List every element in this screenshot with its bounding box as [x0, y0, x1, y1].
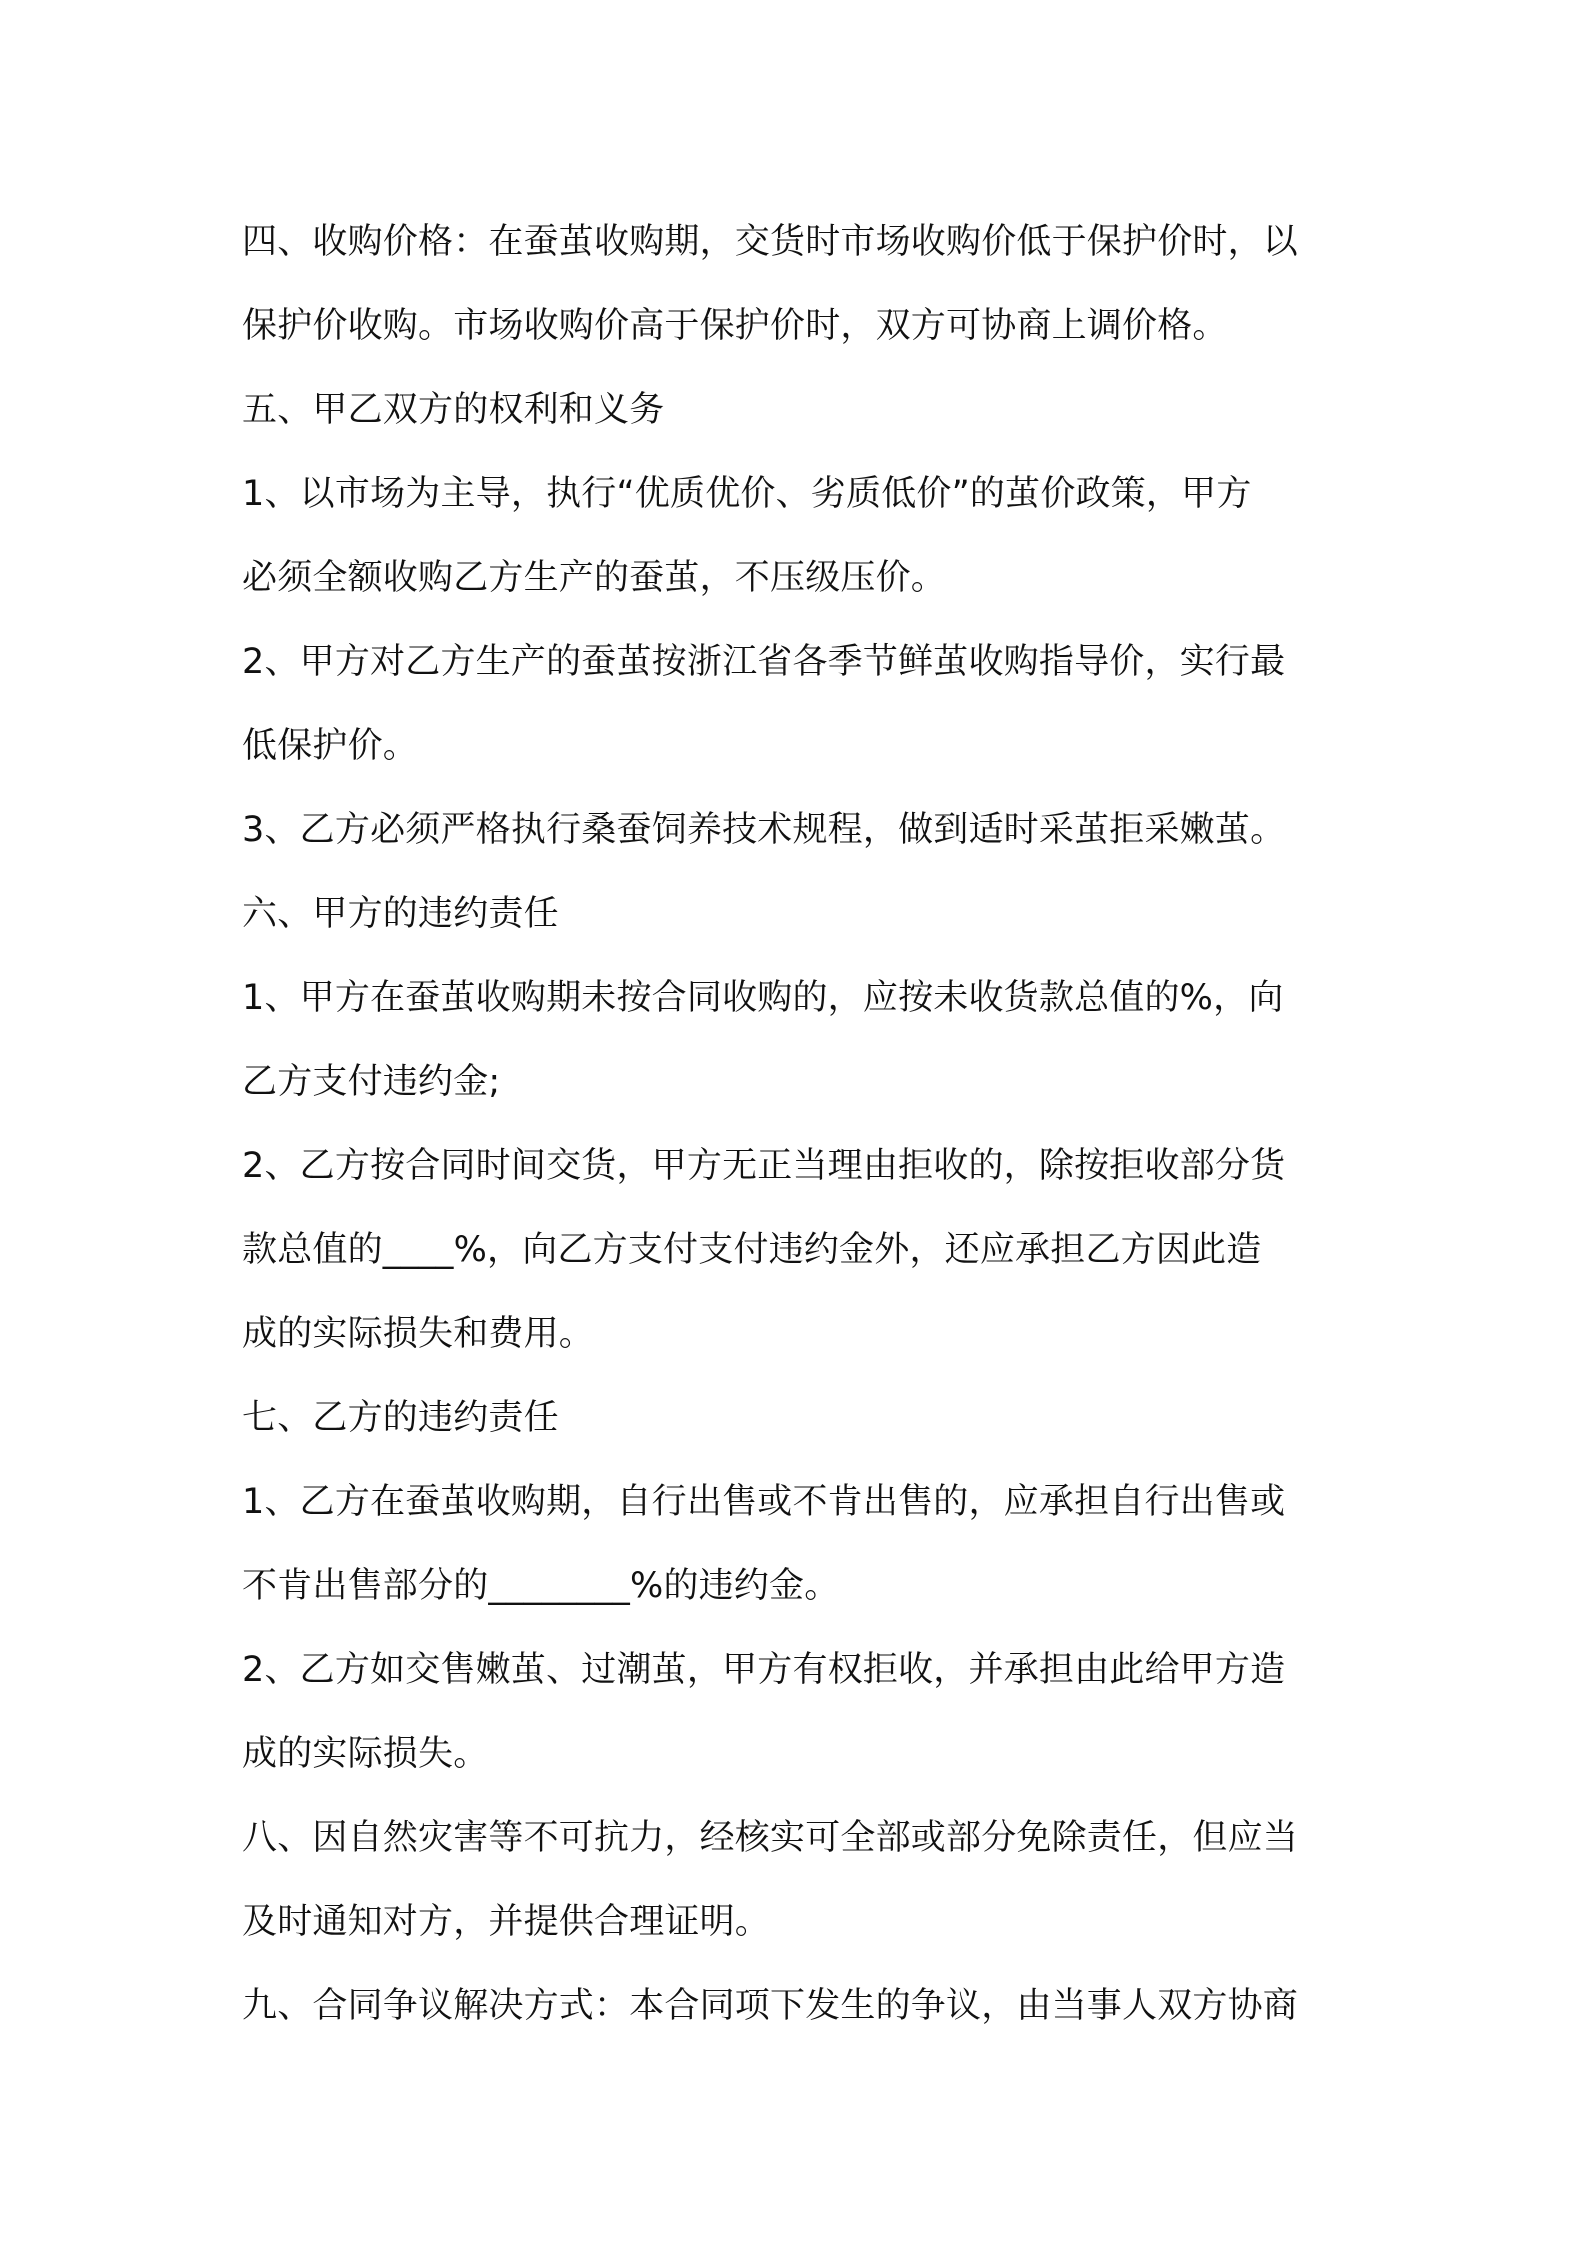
text-line: 九、合同争议解决方式：本合同项下发生的争议，由当事人双方协商	[242, 1986, 1299, 2026]
text-line: 2、乙方如交售嫩茧、过潮茧，甲方有权拒收，并承担由此给甲方造	[242, 1650, 1286, 1690]
text-line: 低保护价。	[242, 726, 419, 766]
text-line: 2、甲方对乙方生产的蚕茧按浙江省各季节鲜茧收购指导价，实行最	[242, 642, 1286, 682]
section-heading: 七、乙方的违约责任	[242, 1398, 559, 1438]
contract-text-body	[242, 200, 1362, 2048]
text-line: 2、乙方按合同时间交货，甲方无正当理由拒收的，除按拒收部分货	[242, 1146, 1286, 1186]
text-line: 3、乙方必须严格执行桑蚕饲养技术规程，做到适时采茧拒采嫩茧。	[242, 810, 1286, 850]
text-line: 必须全额收购乙方生产的蚕茧，不压级压价。	[242, 558, 947, 598]
text-line: 款总值的____%，向乙方支付支付违约金外，还应承担乙方因此造	[242, 1230, 1262, 1270]
text-line: 成的实际损失和费用。	[242, 1314, 595, 1354]
text-line: 1、乙方在蚕茧收购期，自行出售或不肯出售的，应承担自行出售或	[242, 1482, 1286, 1522]
text-line: 乙方支付违约金;	[242, 1062, 501, 1102]
section-heading: 五、甲乙双方的权利和义务	[242, 390, 665, 430]
text-line: 四、收购价格：在蚕茧收购期，交货时市场收购价低于保护价时，以	[242, 222, 1299, 262]
text-line: 及时通知对方，并提供合理证明。	[242, 1902, 771, 1942]
text-line: 不肯出售部分的________%的违约金。	[242, 1566, 840, 1606]
text-line: 成的实际损失。	[242, 1734, 489, 1774]
section-heading: 六、甲方的违约责任	[242, 894, 559, 934]
text-line: 保护价收购。市场收购价高于保护价时，双方可协商上调价格。	[242, 306, 1228, 346]
text-line: 1、以市场为主导，执行“优质优价、劣质低价”的茧价政策，甲方	[242, 474, 1252, 514]
text-line: 八、因自然灾害等不可抗力，经核实可全部或部分免除责任，但应当	[242, 1818, 1299, 1858]
text-line: 1、甲方在蚕茧收购期未按合同收购的，应按未收货款总值的%，向	[242, 978, 1284, 1018]
